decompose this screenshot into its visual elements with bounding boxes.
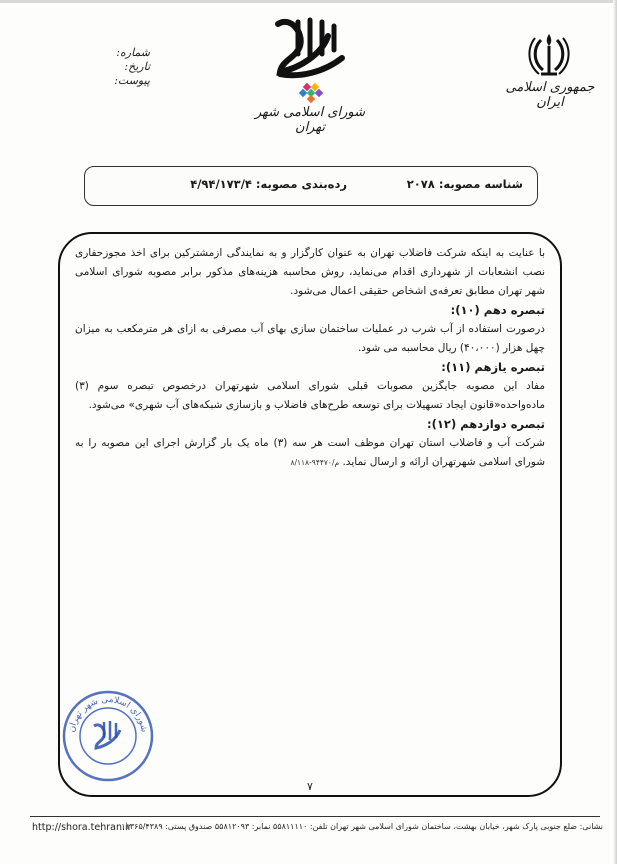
resolution-body [75, 244, 545, 472]
note-11-title: تبصره یازهم (۱۱): [441, 360, 545, 374]
number-label: شماره: [116, 46, 150, 59]
footer-address: نشانی: ضلع جنوبی پارک شهر، خیابان بهشت، ساختمان شورای اسلامی شهر تهران تلفن: ۵۵۸۱۱۱۱۰ نمابر: ۵۵۸۱۲۰۹۳ صندوق پستی: ۱۱۳۶۵/۴۳۸۹ [121, 822, 603, 831]
note-12-text: شرکت آب و فاضلاب استان تهران موظف است هر سه (۳) ماه یک بار گزارش اجرای این مصوبه را به شورای اسلامی شهرتهران ارائه و ارسال نماید. [75, 437, 545, 468]
intro-paragraph: با عنایت به اینکه شرکت فاضلاب تهران به عنوان کارگزار و به نمایندگی ازمشترکین برای اخذ مجوزحفاری نصب انشعابات از شهرداری اقدام می‌نماید، روش محاسبه هزینه‌های مذکور برابر مصوبه شورای اسلامی شهر تهران مطابق تعرفه‌ی اشخاص حقیقی اعمال می‌شود. [75, 247, 545, 297]
emblem-caption: جمهوری اسلامی ایران [505, 80, 595, 110]
council-logo-icon [270, 14, 350, 104]
reference-code: م/۹۴۴۷۰-۸/۱۱۸ [290, 458, 340, 467]
attachment-label: پیوست: [114, 74, 150, 87]
page-number: ۷ [307, 780, 313, 793]
note-10-title: تبصره دهم (۱۰): [450, 303, 545, 317]
note-12-title: تبصره دوازدهم (۱۲): [427, 417, 545, 431]
resolution-classification: رده‌بندی مصوبه: ۴/۹۴/۱۷۳/۴ [190, 177, 347, 191]
footer-website-link[interactable]: http://shora.tehran.ir [32, 822, 132, 833]
date-label: تاریخ: [124, 60, 150, 73]
note-12-paragraph [75, 434, 545, 472]
svg-text:شورای اسلامی شهر تهران [67, 695, 149, 733]
seal-text: شورای اسلامی شهر تهران [67, 694, 149, 734]
footer-divider [30, 816, 600, 817]
resolution-id: شناسه مصوبه: ۲۰۷۸ [406, 177, 523, 191]
council-seal-icon [60, 688, 156, 784]
page-top-edge [0, 0, 617, 3]
page-right-edge [613, 0, 617, 864]
resolution-info-box [84, 166, 538, 206]
note-11-text: مفاد این مصوبه جایگزین مصوبات قبلی شورای اسلامی شهرتهران درخصوص تبصره سوم (۳) ماده‌واحده«قانون ایجاد تسهیلات برای توسعه طرح‌های فاضلاب و بازسازی شبکه‌های آب شهری» می‌شود. [75, 380, 545, 411]
council-name: شورای اسلامی شهر تهران [254, 105, 366, 135]
national-emblem-icon [525, 30, 573, 80]
note-10-text: درصورت استفاده از آب شرب در عملیات ساختمان سازی بهای آب مصرفی به ازای هر مترمکعب به میزان چهل هزار (۴۰،۰۰۰) ریال محاسبه می شود. [75, 323, 545, 354]
letter-meta-labels [90, 46, 150, 88]
